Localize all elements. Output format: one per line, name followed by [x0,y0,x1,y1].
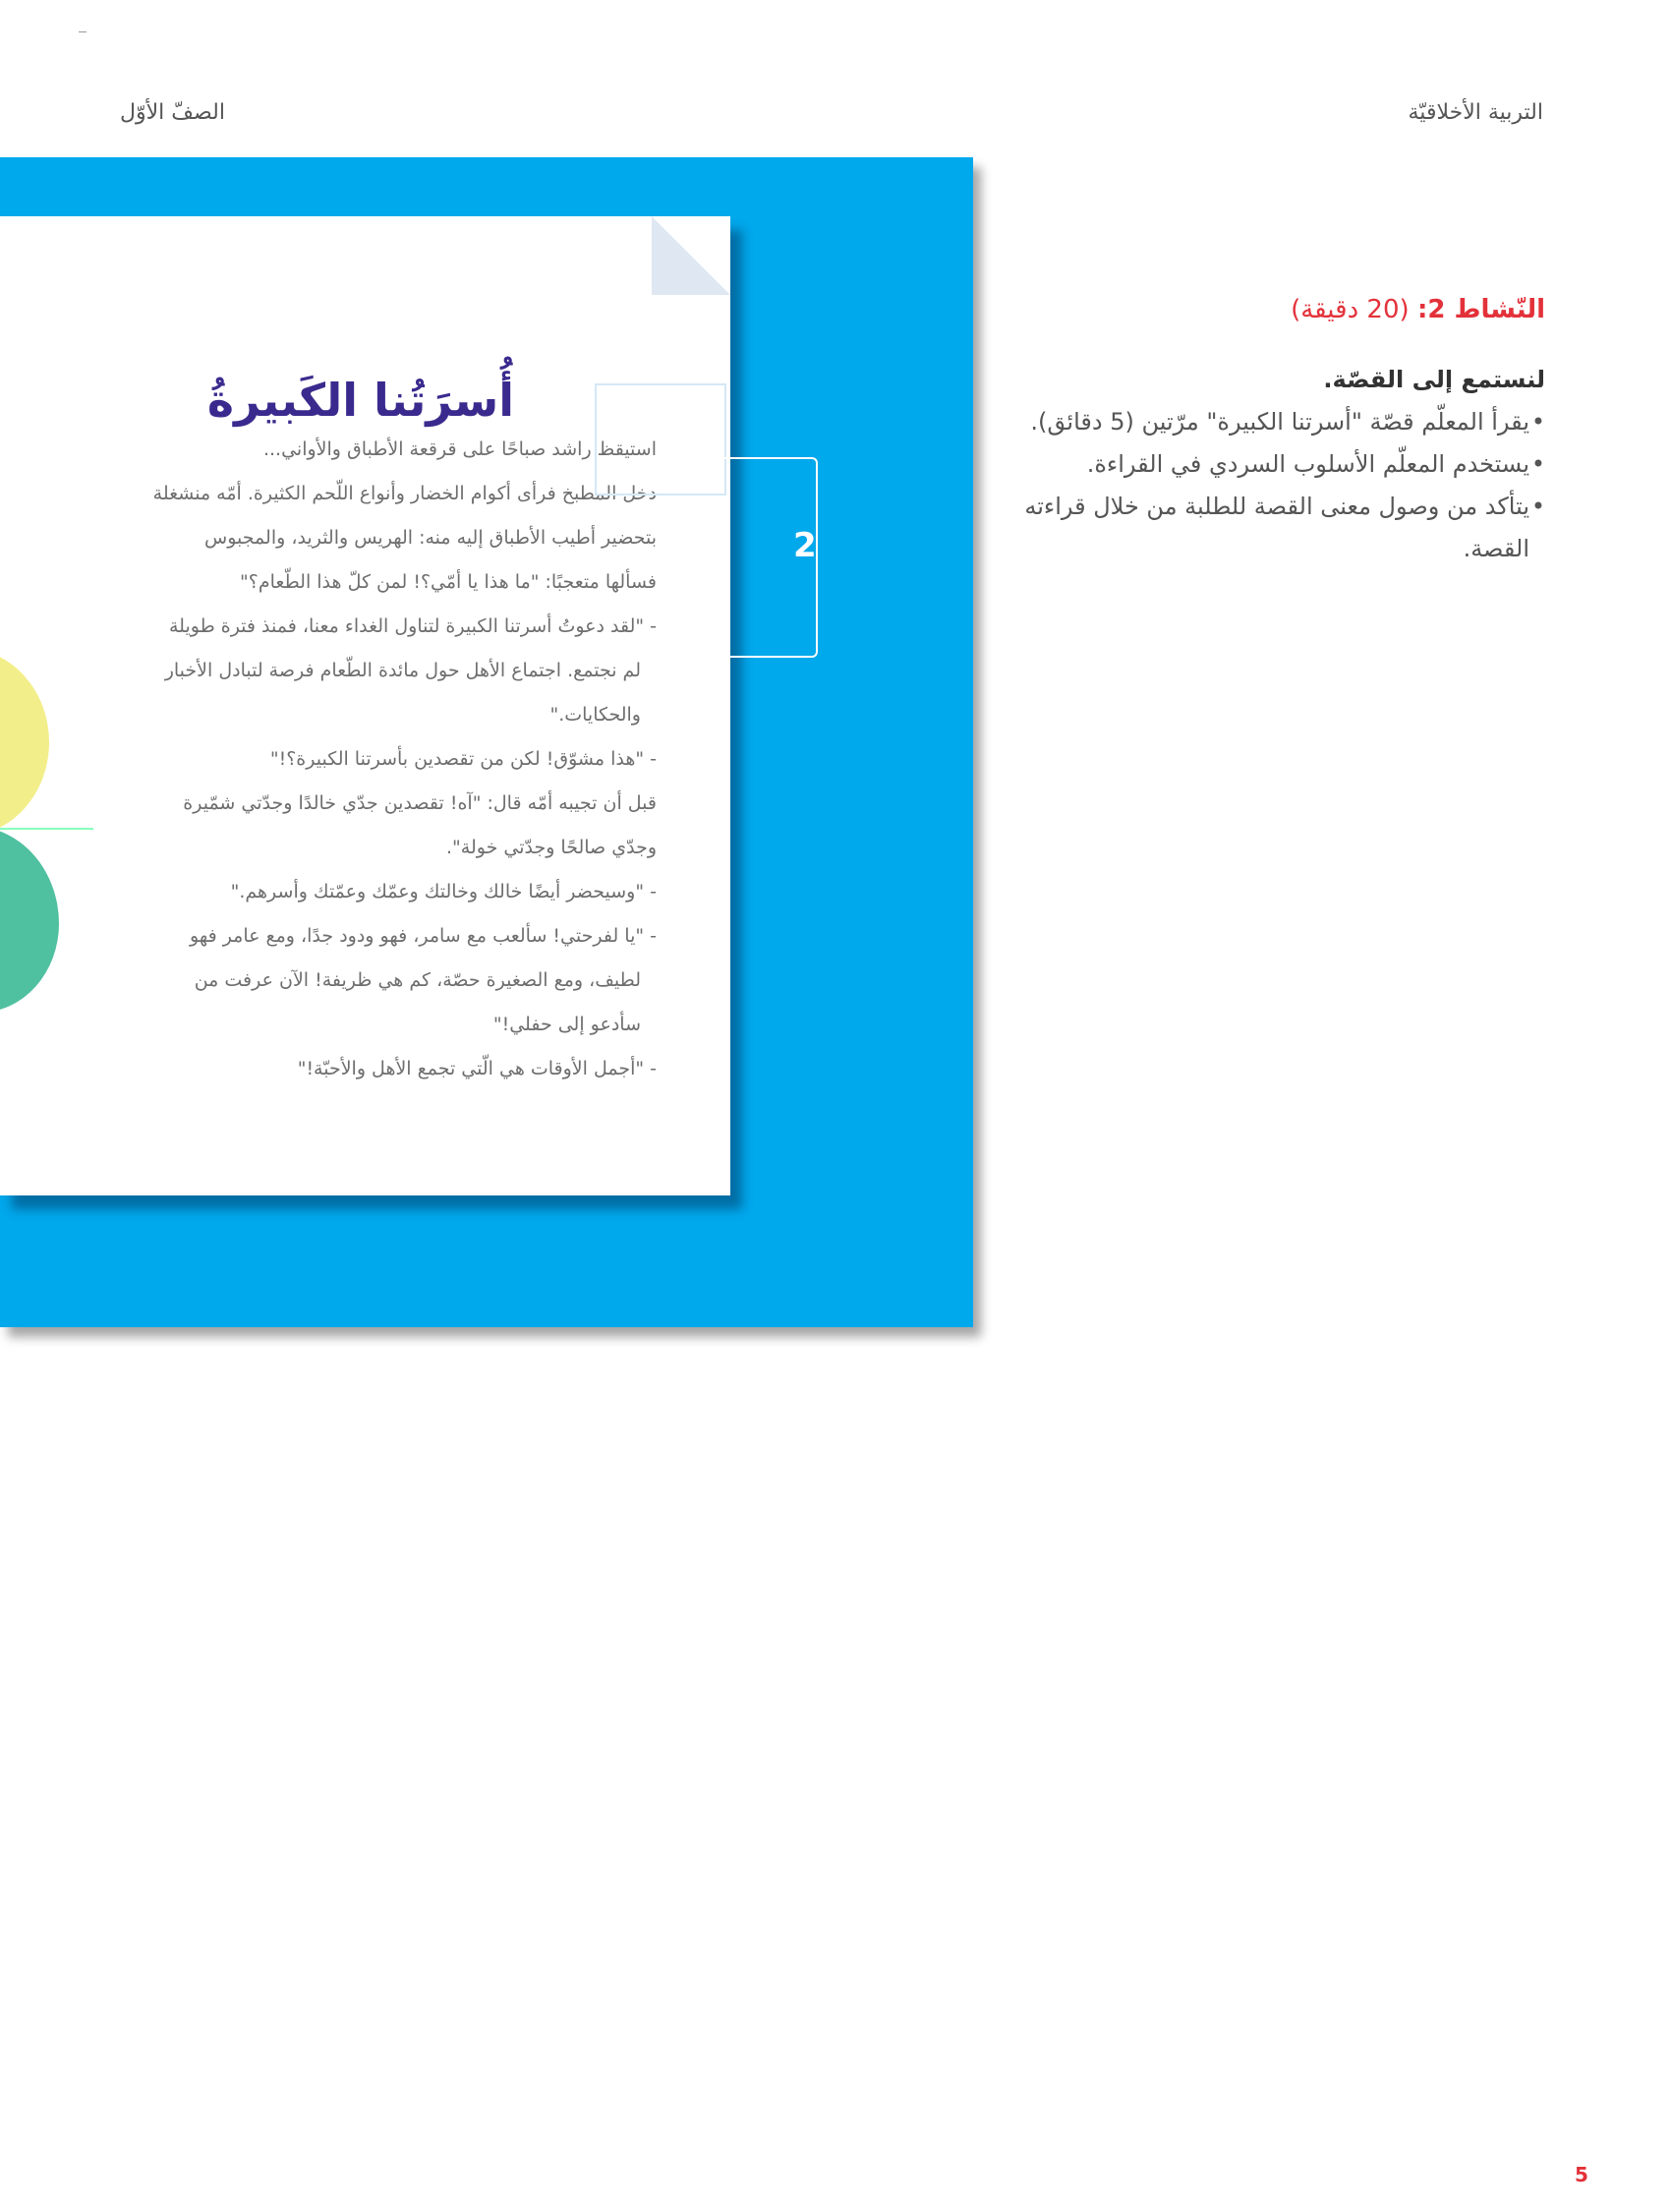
illustration-green-shape [0,826,59,1013]
story-line: قبل أن تجيبه أمّه قال: "آه! تقصدين جدّي خالدًا وجدّتي شمّيرة [183,792,657,814]
activity-title [1291,295,1545,324]
story-line: وجدّي صالحًا وجدّتي خولة". [446,837,657,858]
story-text [67,428,657,1091]
story-title: أُسرَتُنا الكَبيرةُ [206,374,514,427]
callout-bracket [639,457,818,658]
corner-mark [79,31,86,32]
story-line: - "وسيحضر أيضًا خالك وخالتك وعمّك وعمّتك وأسرهم." [230,881,657,902]
story-line: لم نجتمع. اجتماع الأهل حول مائدة الطّعام فرصة لتبادل الأخبار [164,660,641,681]
story-line: بتحضير أطيب الأطباق إليه منه: الهريس والثريد، والمجبوس [204,527,657,549]
story-line: - "يا لفرحتي! سألعب مع سامر، فهو ودود جدًا، ومع عامر فهو [190,925,657,947]
folio-divider [914,1447,916,1477]
activity-label: النّشاط 2: [1416,295,1545,324]
book-folio: 5 [934,1443,943,1459]
activity-instructions [1014,359,1545,570]
story-line: - "لقد دعوتُ أسرتنا الكبيرة لتناول الغداء معنا، فمنذ فترة طويلة [169,615,657,637]
activity-bullets [1014,401,1545,570]
page-number: 5 [1575,2163,1588,2186]
callout-number: 2 [793,526,817,565]
activity-duration: (20 دقيقة) [1291,295,1410,324]
header-subject: التربية الأخلاقيّة [1408,100,1543,125]
activity-bullet: • يستخدم المعلّم الأسلوب السردي في القراءة. [1014,443,1545,486]
activity-bullet: • يتأكد من وصول معنى القصة للطلبة من خلال قراءته القصة. [1014,486,1545,570]
story-line: سأدعو إلى حفلي!" [492,1014,641,1035]
story-page [0,216,730,1195]
page-curl-icon [652,216,730,295]
story-line: استيقظ راشد صباحًا على قرقعة الأطباق والأواني... [262,438,657,460]
header-grade: الصفّ الأوّل [120,100,225,125]
activity-heading: لنستمع إلى القصّة. [1323,366,1545,393]
story-line: دخل المطبخ فرأى أكوام الخضار وأنواع اللّحم الكثيرة. أمّه منشغلة [152,483,657,504]
book-spread [0,157,973,1459]
story-line: - "أجمل الأوقات هي الّتي تجمع الأهل والأحبّة!" [297,1058,657,1079]
illustration-yellow-shape [0,649,49,836]
activity-bullet: • يقرأ المعلّم قصّة "أسرتنا الكبيرة" مرّتين (5 دقائق). [1014,401,1545,443]
story-line: - "هذا مشوّق! لكن من تقصدين بأسرتنا الكبيرة؟!" [269,748,657,770]
story-line: لطيف، ومع الصغيرة حصّة، كم هي ظريفة! الآن عرفت من [194,969,641,991]
story-line: والحكايات." [549,704,641,726]
story-line: فسألها متعجبًا: "ما هذا يا أمّي؟! لمن كلّ هذا الطّعام؟" [240,571,657,593]
